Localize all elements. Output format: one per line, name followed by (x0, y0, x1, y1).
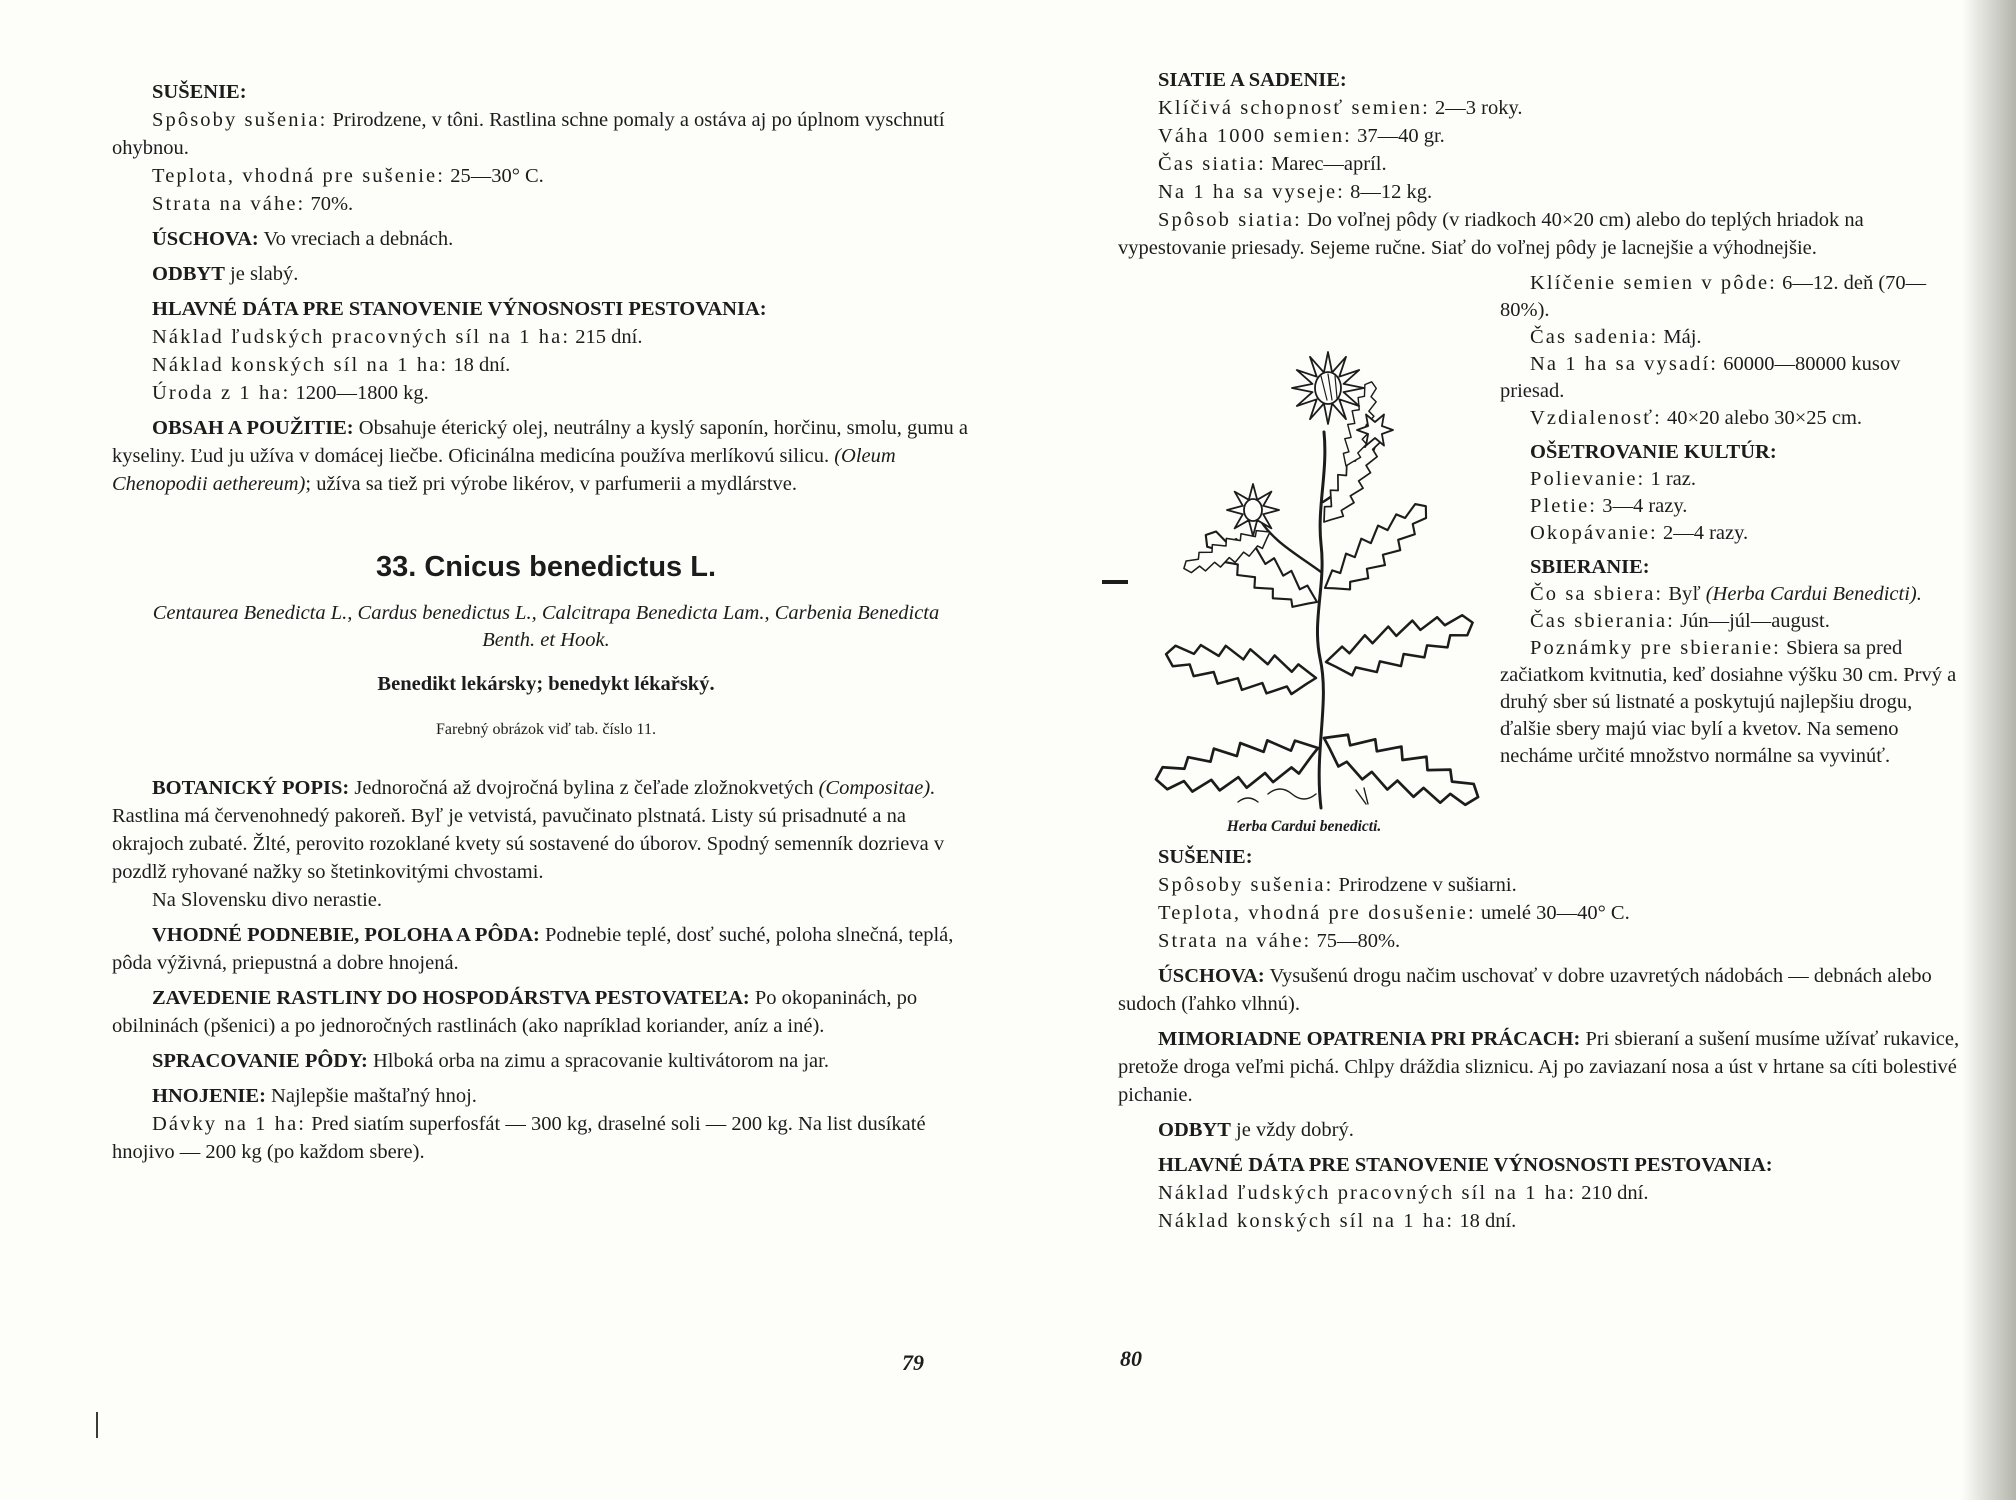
value-okopavanie: 2—4 razy. (1662, 522, 1749, 544)
line-naklad-ludskych (112, 323, 980, 351)
heading-hlavne-data-right: HLAVNÉ DÁTA PRE STANOVENIE VÝNOSNOSTI PESTOVANIA: (1158, 1154, 1773, 1176)
common-names: Benedikt lekársky; benedykt lékařský. (377, 673, 715, 695)
value-polievanie: 1 raz. (1650, 468, 1696, 490)
line-cas-sbierania (1500, 608, 1966, 635)
paragraph-mimoriadne (1118, 1025, 1966, 1109)
lead-naklad-konskych: Náklad konských síl na 1 ha: (152, 354, 449, 376)
lead-davky: Dávky na 1 ha: (152, 1113, 307, 1135)
value-vzdialenost: 40×20 alebo 30×25 cm. (1667, 407, 1863, 429)
value-teplota-right: umelé 30—40° C. (1480, 902, 1630, 924)
value-co-sbiera: Byľ (1668, 583, 1701, 605)
lead-hnojenie: HNOJENIE: (152, 1085, 266, 1107)
figure-row (1118, 270, 1966, 836)
value-vaha-semien: 37—40 gr. (1357, 125, 1445, 147)
paragraph-zavedenie (112, 984, 980, 1040)
plant-figure (1118, 270, 1490, 836)
lead-polievanie: Polievanie: (1530, 468, 1646, 490)
paragraph-poznamky (1500, 635, 1966, 770)
lead-strata: Strata na váhe: (152, 193, 306, 215)
line-naklad-konskych-right (1118, 1207, 1966, 1235)
text-odbyt: je slabý. (230, 263, 299, 285)
latin-compositae: (Compositae). (818, 777, 936, 799)
line-vyseje (1118, 178, 1966, 206)
lead-uschova-right: ÚSCHOVA: (1158, 965, 1265, 987)
heading-sbieranie: SBIERANIE: (1530, 556, 1650, 578)
value-teplota: 25—30° C. (450, 165, 544, 187)
value-naklad-ludskych: 215 dní. (575, 326, 643, 348)
paragraph-uschova-right (1118, 962, 1966, 1018)
value-cas-siatia: Marec—apríl. (1271, 153, 1387, 175)
book-page-79 (112, 78, 980, 1166)
paragraph-spracovanie (112, 1047, 980, 1075)
page-number-79: 79 (902, 1350, 924, 1375)
line-vysadi (1500, 351, 1966, 405)
lead-klicivost: Klíčivá schopnosť semien: (1158, 97, 1430, 119)
lead-uschova: ÚSCHOVA: (152, 228, 259, 250)
latin-synonyms: Centaurea Benedicta L., Cardus benedictus L., Calcitrapa Benedicta Lam., Carbenia Benedicta Benth. et Hook. (152, 602, 940, 651)
paragraph-sposoby-susenia (112, 106, 980, 162)
line-teplota (112, 162, 980, 190)
lead-poznamky: Poznámky pre sbieranie: (1530, 637, 1781, 659)
line-naklad-ludskych-right (1118, 1179, 1966, 1207)
lead-naklad-konskych-right: Náklad konských síl na 1 ha: (1158, 1210, 1455, 1232)
line-klicenie (1500, 270, 1966, 324)
value-klicivost: 2—3 roky. (1435, 97, 1523, 119)
value-vyseje: 8—12 kg. (1350, 181, 1433, 203)
paragraph-botanicky-popis (112, 774, 980, 886)
line-pletie (1500, 493, 1966, 520)
lead-spracovanie: SPRACOVANIE PÔDY: (152, 1050, 368, 1072)
figure-side-text (1490, 270, 1966, 836)
value-vysadi: 60000—80000 kusov priesad. (1500, 353, 1901, 402)
value-klicenie: 6—12. deň (70—80%). (1500, 272, 1927, 321)
value-naklad-ludskych-right: 210 dní. (1581, 1182, 1649, 1204)
lead-obsah: OBSAH A POUŽITIE: (152, 417, 354, 439)
text-mimoriadne: Pri sbieraní a sušení musíme užívať rukavice, pretože droga veľmi pichá. Chlpy dráždia sliznicu. Aj po zaviazaní nosa a úst v hrtane sa cíti bolestivé pichanie. (1118, 1028, 1960, 1106)
text-zavedenie: Po okopaninách, po obilninách (pšenici) a po jednoročných rastlinách (ako napríklad koriander, aníz a iné). (112, 987, 918, 1037)
lead-co-sbiera: Čo sa sbiera: (1530, 583, 1664, 605)
line-co-sbiera (1500, 581, 1966, 608)
paragraph-odbyt-right (1118, 1116, 1966, 1144)
scan-artifact-dash (1102, 580, 1128, 584)
page-number-80: 80 (1120, 1346, 1142, 1371)
heading-siatie: SIATIE A SADENIE: (1158, 69, 1347, 91)
line-strata-right (1118, 927, 1966, 955)
lead-vaha-semien: Váha 1000 semien: (1158, 125, 1352, 147)
lead-uroda: Úroda z 1 ha: (152, 382, 291, 404)
line-vaha-semien (1118, 122, 1966, 150)
value-uroda: 1200—1800 kg. (295, 382, 429, 404)
line-polievanie (1500, 466, 1966, 493)
text-obsah-1: Obsahuje éterický olej, neutrálny a kyslý saponín, horčinu, smolu, gumu a kyseliny. Ľud ju užíva v domácej liečbe. Oficinálna medicína používa merlíkovú silicu. (112, 417, 968, 467)
text-botanicky-2: Rastlina má červenohnedý pakoreň. Byľ je vetvistá, pavučinato plstnatá. Listy sú prisadnuté a na okrajoch zubaté. Žlté, perovito rozoklané kvety sú sostavené do úborov. Spodný semenník dozrieva v pozdlž ryhované nažky so štetinkovitými chvostami. (112, 805, 945, 883)
line-klicivost (1118, 94, 1966, 122)
lead-teplota: Teplota, vhodná pre sušenie: (152, 165, 446, 187)
scan-artifact-line (96, 1412, 98, 1438)
lead-strata-right: Strata na váhe: (1158, 930, 1312, 952)
scan-edge-shadow (1962, 0, 2016, 1500)
text-podnebie: Podnebie teplé, dosť suché, poloha slnečná, teplá, pôda výživná, priepustná a dobre hnojená. (112, 924, 954, 974)
lead-pletie: Pletie: (1530, 495, 1598, 517)
lead-okopavanie: Okopávanie: (1530, 522, 1658, 544)
thistle-illustration (1118, 270, 1490, 810)
lead-cas-siatia: Čas siatia: (1158, 153, 1266, 175)
line-okopavanie (1500, 520, 1966, 547)
value-cas-sbierania: Jún—júl—august. (1680, 610, 1830, 632)
chapter-title: 33. Cnicus benedictus L. (375, 551, 717, 583)
heading-osetrovanie: OŠETROVANIE KULTÚR: (1530, 441, 1777, 463)
book-page-80 (1118, 66, 1966, 1235)
line-uroda (112, 379, 980, 407)
lead-vyseje: Na 1 ha sa vyseje: (1158, 181, 1345, 203)
paragraph-hnojenie (112, 1082, 980, 1110)
paragraph-sposob-siatia (1118, 206, 1966, 262)
paragraph-podnebie (112, 921, 980, 977)
value-sposoby-susenia-right: Prirodzene v sušiarni. (1338, 874, 1517, 896)
value-strata: 70%. (310, 193, 354, 215)
lead-sposoby-susenia-right: Spôsoby sušenia: (1158, 874, 1334, 896)
lead-sposob-siatia: Spôsob siatia: (1158, 209, 1302, 231)
lead-vzdialenost: Vzdialenosť: (1530, 407, 1662, 429)
text-botanicky-1: Jednoročná až dvojročná bylina z čeľade zložnokvetých (354, 777, 814, 799)
lead-vysadi: Na 1 ha sa vysadí: (1530, 353, 1719, 375)
value-pletie: 3—4 razy. (1602, 495, 1688, 517)
text-uschova: Vo vreciach a debnách. (263, 228, 454, 250)
lead-teplota-right: Teplota, vhodná pre dosušenie: (1158, 902, 1476, 924)
line-vzdialenost (1500, 405, 1966, 432)
value-naklad-konskych: 18 dní. (453, 354, 511, 376)
lead-odbyt: ODBYT (152, 263, 225, 285)
value-cas-sadenia: Máj. (1663, 326, 1702, 348)
heading-hlavne-data: HLAVNÉ DÁTA PRE STANOVENIE VÝNOSNOSTI PESTOVANIA: (152, 298, 767, 320)
latin-oleum: (Oleum Chenopodii aethereum) (112, 445, 896, 495)
heading-susenie-right: SUŠENIE: (1158, 846, 1253, 868)
text-davky: Pred siatím superfosfát — 300 kg, draselné soli — 200 kg. Na list dusíkaté hnojivo — 200 kg (po každom sbere). (112, 1113, 926, 1163)
paragraph-uschova (112, 225, 980, 253)
lead-cas-sadenia: Čas sadenia: (1530, 326, 1659, 348)
paragraph-davky (112, 1110, 980, 1166)
figure-caption: Herba Cardui benedicti. (1226, 818, 1382, 835)
line-naklad-konskych (112, 351, 980, 379)
text-uschova-right: Vysušenú drogu načim uschovať v dobre uzavretých nádobách — debnách alebo sudoch (ľahko vlhnú). (1118, 965, 1932, 1015)
lead-odbyt-right: ODBYT (1158, 1119, 1231, 1141)
lead-naklad-ludskych-right: Náklad ľudských pracovných síl na 1 ha: (1158, 1182, 1577, 1204)
text-hnojenie: Najlepšie maštaľný hnoj. (271, 1085, 477, 1107)
latin-herba-cardui: (Herba Cardui Benedicti). (1705, 583, 1922, 605)
lead-sposoby-susenia: Spôsoby sušenia: (152, 109, 328, 131)
line-teplota-right (1118, 899, 1966, 927)
lead-naklad-ludskych: Náklad ľudských pracovných síl na 1 ha: (152, 326, 571, 348)
line-slovensko-note: Na Slovensku divo nerastie. (152, 889, 383, 911)
paragraph-odbyt (112, 260, 980, 288)
text-obsah-2: ; užíva sa tiež pri výrobe likérov, v parfumerii a mydlárstve. (305, 473, 798, 495)
line-cas-sadenia (1500, 324, 1966, 351)
text-spracovanie: Hlboká orba na zimu a spracovanie kultivátorom na jar. (372, 1050, 829, 1072)
line-strata (112, 190, 980, 218)
value-naklad-konskych-right: 18 dní. (1459, 1210, 1517, 1232)
line-sposoby-susenia-right (1118, 871, 1966, 899)
text-sposob-siatia: Do voľnej pôdy (v riadkoch 40×20 cm) alebo do teplých hriadok na vypestovanie priesady. Sejeme ručne. Siať do voľnej pôdy je lacnejšie a výhodnejšie. (1118, 209, 1864, 259)
lead-podnebie: VHODNÉ PODNEBIE, POLOHA A PÔDA: (152, 924, 540, 946)
value-strata-right: 75—80%. (1316, 930, 1401, 952)
lead-klicenie: Klíčenie semien v pôde: (1530, 272, 1777, 294)
text-odbyt-right: je vždy dobrý. (1236, 1119, 1354, 1141)
lead-botanicky: BOTANICKÝ POPIS: (152, 777, 350, 799)
text-poznamky: Sbiera sa pred začiatkom kvitnutia, keď dosiahne výšku 30 cm. Prvý a druhý sber sú listnaté a poskytujú najlepšiu drogu, ďalšie sbery majú viac bylí a kvetov. Na semeno necháme určité množstvo normálne sa vyvinúť. (1500, 637, 1957, 767)
line-cas-siatia (1118, 150, 1966, 178)
heading-susenie: SUŠENIE: (152, 81, 247, 103)
lead-zavedenie: ZAVEDENIE RASTLINY DO HOSPODÁRSTVA PESTOVATEĽA: (152, 987, 750, 1009)
color-plate-note: Farebný obrázok viď tab. číslo 11. (436, 721, 656, 738)
lead-cas-sbierania: Čas sbierania: (1530, 610, 1675, 632)
lead-mimoriadne: MIMORIADNE OPATRENIA PRI PRÁCACH: (1158, 1028, 1581, 1050)
text-sposoby-susenia: Prirodzene, v tôni. Rastlina schne pomaly a ostáva aj po úplnom vyschnutí ohybnou. (112, 109, 945, 159)
paragraph-obsah (112, 414, 980, 498)
